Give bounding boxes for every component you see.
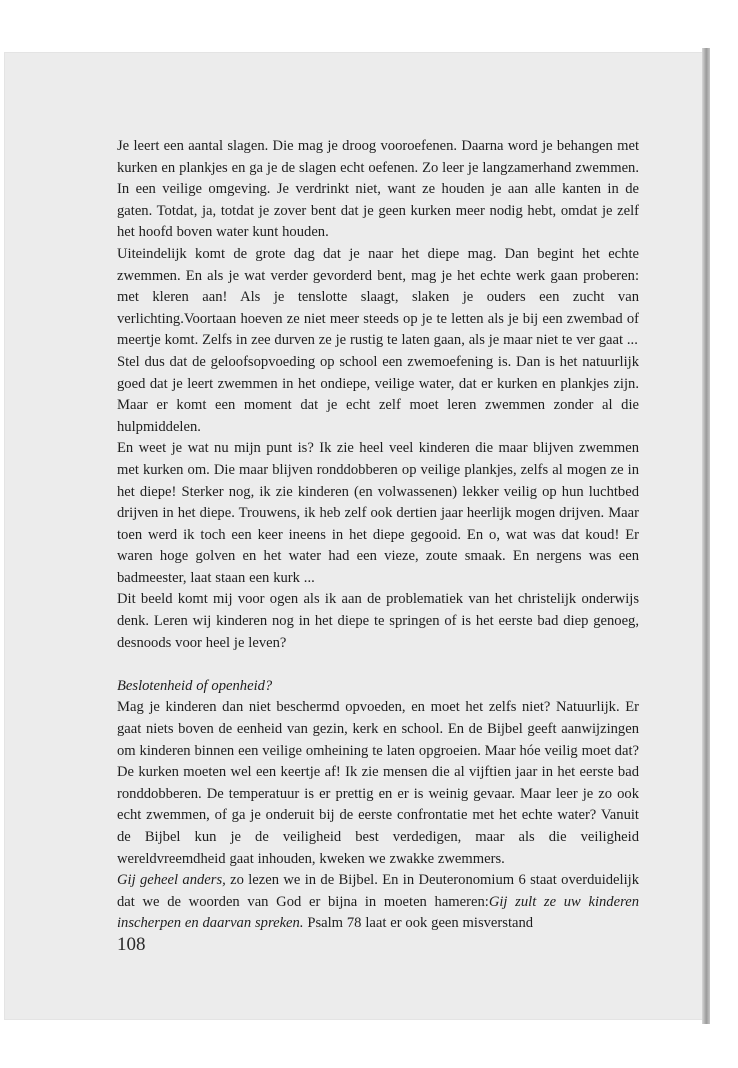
- paragraph-protected-upbringing: Mag je kinderen dan niet beschermd opvoeden, en moet het zelfs niet? Natuurlijk. Er gaat niets boven de eenheid van gezin, kerk en school. En de Bijbel geeft aanwijzingen om kinderen binnen een veilige omheining te laten opgroeien. Maar hóe veilig moet dat? De kurken moeten wel een keertje af! Ik zie mensen die al vijftien jaar in het eerste bad ronddobberen. De temperatuur is er prettig en er is weinig gevaar. Maar leer je zo ook echt zwemmen, of ga je onderuit bij de eerste confrontatie met het echte water? Vanuit de Bijbel kun je de veiligheid best verdedigen, maar als die veiligheid wereldvreemdheid gaat inhouden, kweken we zwakke zwemmers.: [117, 699, 639, 867]
- paragraph-christian-education: Dit beeld komt mij voor ogen als ik aan de problematiek van het christelijk onderwijs denk. Leren wij kinderen nog in het diepe te springen of is het eerste bad diep genoeg, desnoods voor heel je leven?: [117, 591, 639, 651]
- page-number: 108: [117, 934, 146, 955]
- paragraph-my-point: En weet je wat nu mijn punt is? Ik zie heel veel kinderen die maar blijven zwemmen met kurken om. Die maar blijven ronddobberen op veilige plankjes, zelfs al mogen ze in het diepe! Sterker nog, ik zie kinderen (en volwassenen) lekker veilig op hun luchtbed drijven in het diepe. Trouwens, ik heb zelf ook dertien jaar heerlijk mogen drijven. Maar toen werd ik toch een keer ineens in het diepe gegooid. En o, wat was dat koud! Er waren hoge golven en het water had een vieze, zoute smaak. En nergens was een badmeester, laat staan een kurk ...: [117, 440, 639, 586]
- paragraph-text-end: Psalm 78 laat er ook geen misverstand: [303, 915, 534, 932]
- paragraph-text: zo lezen we in de Bijbel. En in Deuteronomium 6 staat overduidelijk dat we de woorden van God er bijna in moeten hameren:: [117, 872, 639, 910]
- paragraph-deuteronomy: [117, 870, 639, 935]
- italic-phrase: Gij geheel anders,: [117, 872, 226, 889]
- bible-quote: Gij zult ze uw kinderen inscherpen en daarvan spreken.: [117, 893, 639, 932]
- section-heading: Beslotenheid of openheid?: [117, 677, 273, 694]
- book-spine-edge: [702, 48, 710, 1024]
- paragraph-faith-education: Stel dus dat de geloofsopvoeding op school een zwemoefening is. Dan is het natuurlijk goed dat je leert zwemmen in het ondiepe, veilige water, dat er kurken en plankjes zijn. Maar er komt een moment dat je echt zelf moet leren zwemmen zonder al die hulpmiddelen.: [117, 353, 639, 435]
- section-spacer: [117, 654, 639, 676]
- paragraph-deep-end: Uiteindelijk komt de grote dag dat je naar het diepe mag. Dan begint het echte zwemmen. En als je wat verder gevorderd bent, mag je het echte werk gaan proberen: met kleren aan! Als je tenslotte slaagt, slaken je ouders een zucht van verlichting.Voortaan hoeven ze niet meer steeds op je te letten als je bij een zwembad of meertje komt. Zelfs in zee durven ze je rustig te laten gaan, als je maar niet te ver gaat ...: [117, 245, 639, 349]
- paragraph-swimming-lessons: Je leert een aantal slagen. Die mag je droog vooroefenen. Daarna word je behangen met kurken en plankjes en ga je de slagen echt oefenen. Zo leer je langzamerhand zwemmen. In een veilige omgeving. Je verdrinkt niet, want ze houden je aan alle kanten in de gaten. Totdat, ja, totdat je zover bent dat je geen kurken meer nodig hebt, omdat je zelf het hoofd boven water kunt houden.: [117, 138, 639, 241]
- body-text: [117, 136, 639, 935]
